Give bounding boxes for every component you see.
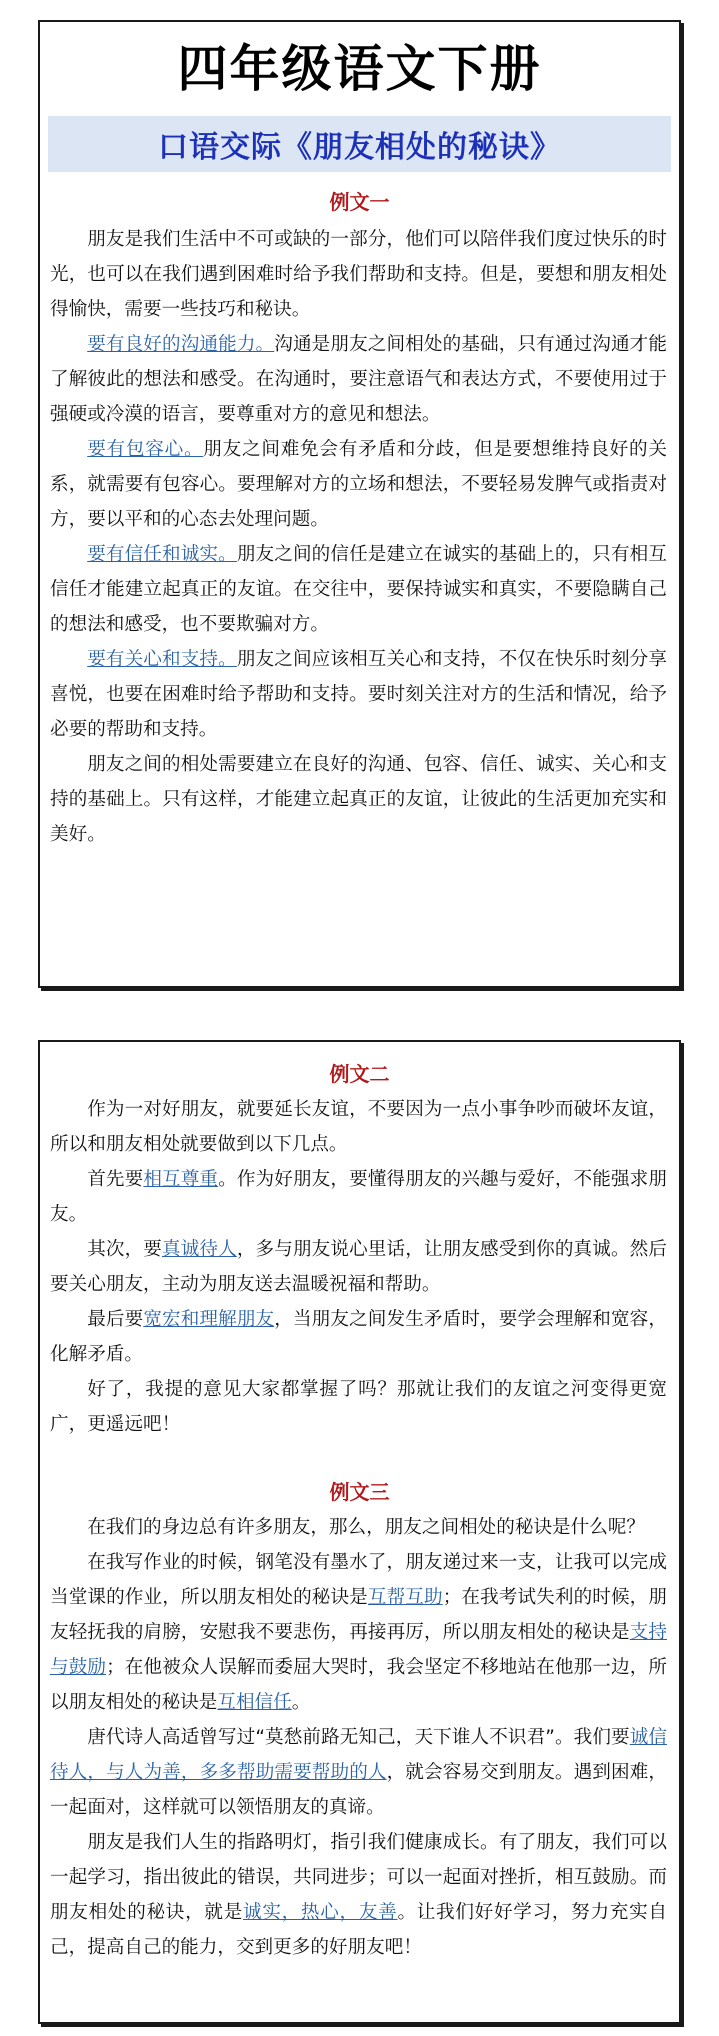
example-1-paragraph: 要有信任和诚实。朋友之间的信任是建立在诚实的基础上的，只有相互信任才能建立起真正的友谊。在交往中，要保持诚实和真实，不要隐瞒自己的想法和感受，也不要欺骗对方。: [50, 544, 667, 635]
example-1-paragraph: 朋友之间的相处需要建立在良好的沟通、包容、信任、诚实、关心和支持的基础上。只有这样，才能建立起真正的友谊，让彼此的生活更加充实和美好。: [50, 754, 667, 845]
key-point: 真诚待人: [162, 1239, 237, 1260]
example-3-title: 例文三: [329, 1480, 390, 1504]
example-2-title: 例文二: [329, 1062, 390, 1086]
example-3-paragraph: 唐代诗人高适曾写过“莫愁前路无知己，天下谁人不识君”。我们要诚信待人，与人为善，多多帮助需要帮助的人，就会容易交到朋友。遇到困难，一起面对，这样就可以领悟朋友的真谛。: [50, 1727, 667, 1818]
key-point: 宽宏和理解朋友: [143, 1309, 275, 1330]
key-point: 诚信待人，与人为善，多多帮助需要帮助的人: [50, 1727, 667, 1783]
key-point: 诚实，热心，友善: [243, 1902, 398, 1923]
example-3-body: [40, 1510, 679, 1965]
key-point: 相互尊重: [143, 1169, 219, 1190]
example-2-paragraph: 最后要宽宏和理解朋友，当朋友之间发生矛盾时，要学会理解和宽容，化解矛盾。: [50, 1309, 667, 1365]
key-point: 要有信任和诚实。: [87, 544, 237, 565]
example-2-paragraph: 好了，我提的意见大家都掌握了吗？那就让我们的友谊之河变得更宽广，更遥远吧！: [50, 1379, 667, 1435]
subtitle-banner: [48, 116, 671, 172]
key-point: 互帮互助: [367, 1587, 443, 1608]
key-point: 互相信任: [217, 1692, 292, 1713]
key-point: 要有良好的沟通能力。: [87, 334, 275, 355]
example-1-body: [40, 222, 679, 852]
subtitle: 口语交际《朋友相处的秘诀》: [158, 130, 561, 165]
example-1-paragraph: 要有包容心。朋友之间难免会有矛盾和分歧，但是要想维持良好的关系，就需要有包容心。要理解对方的立场和想法，不要轻易发脾气或指责对方，要以平和的心态去处理问题。: [50, 439, 667, 530]
example-2-paragraph: 首先要相互尊重。作为好朋友，要懂得朋友的兴趣与爱好，不能强求朋友。: [50, 1169, 667, 1225]
example-3-paragraph: 在我们的身边总有许多朋友，那么，朋友之间相处的秘诀是什么呢？: [87, 1517, 646, 1538]
example-2-body: [40, 1092, 679, 1442]
example-2-paragraph: 作为一对好朋友，就要延长友谊，不要因为一点小事争吵而破坏友谊，所以和朋友相处就要做到以下几点。: [50, 1099, 667, 1155]
key-point: 支持与鼓励: [50, 1622, 667, 1678]
example-1-paragraph: 要有关心和支持。朋友之间应该相互关心和支持，不仅在快乐时刻分享喜悦，也要在困难时给予帮助和支持。要时刻关注对方的生活和情况，给予必要的帮助和支持。: [50, 649, 667, 740]
example-1-paragraph: 朋友是我们生活中不可或缺的一部分，他们可以陪伴我们度过快乐的时光，也可以在我们遇到困难时给予我们帮助和支持。但是，要想和朋友相处得愉快，需要一些技巧和秘诀。: [50, 229, 667, 320]
example-1-title: 例文一: [329, 190, 390, 214]
page-title: 四年级语文下册: [177, 40, 542, 98]
example-3-paragraph: 在我写作业的时候，钢笔没有墨水了，朋友递过来一支，让我可以完成当堂课的作业，所以朋友相处的秘诀是互帮互助；在我考试失利的时候，朋友轻抚我的肩膀，安慰我不要悲伤，再接再厉，所以朋友相处的秘诀是支持与鼓励；在他被众人误解而委屈大哭时，我会坚定不移地站在他那一边，所以朋友相处的秘诀是互相信任。: [50, 1552, 667, 1713]
key-point: 要有关心和支持。: [87, 649, 237, 670]
article-panel-2: [38, 1040, 681, 2024]
key-point: 要有包容心。: [87, 439, 204, 460]
article-panel-1: [38, 20, 681, 988]
example-1-paragraph: 要有良好的沟通能力。沟通是朋友之间相处的基础，只有通过沟通才能了解彼此的想法和感受。在沟通时，要注意语气和表达方式，不要使用过于强硬或冷漠的语言，要尊重对方的意见和想法。: [50, 334, 667, 425]
example-2-paragraph: 其次，要真诚待人，多与朋友说心里话，让朋友感受到你的真诚。然后要关心朋友，主动为朋友送去温暖祝福和帮助。: [50, 1239, 667, 1295]
example-3-paragraph: 朋友是我们人生的指路明灯，指引我们健康成长。有了朋友，我们可以一起学习，指出彼此的错误，共同进步；可以一起面对挫折，相互鼓励。而朋友相处的秘诀，就是诚实，热心，友善。让我们好好学习，努力充实自己，提高自己的能力，交到更多的好朋友吧！: [50, 1832, 667, 1958]
